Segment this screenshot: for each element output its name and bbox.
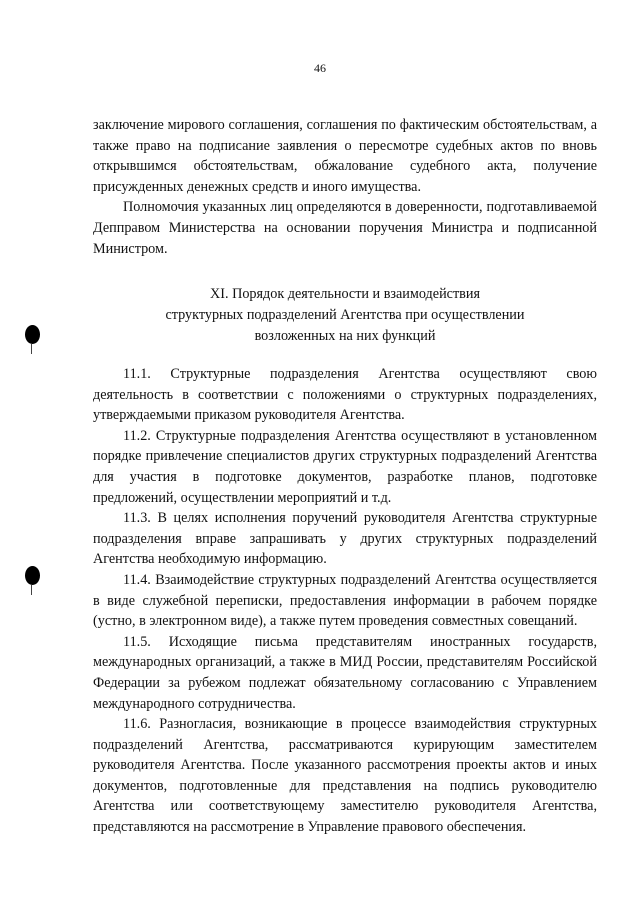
section-body [93, 364, 597, 838]
punch-hole [25, 325, 40, 344]
paragraph-11-5: 11.5. Исходящие письма представителям иностранных государств, международных организаций, а также в МИД России, представителям Российской Федерации за рубежом подлежат обязательному согласованию с Управлением международного сотрудничества. [93, 633, 597, 712]
heading-line: возложенных на них функций [254, 328, 436, 344]
paragraph: Полномочия указанных лиц определяются в доверенности, подготавливаемой Депправом Министерства на основании поручения Министра и подписанной Министром. [93, 199, 597, 257]
paragraph-11-6: 11.6. Разногласия, возникающие в процессе взаимодействия структурных подразделений Агентства, рассматриваются курирующим заместителем руководителя Агентства. После указанного рассмотрения проекты актов и иных документов, подготовленные для представления на подпись руководителю Агентства или соответствующему заместителю руководителя Агентства, представляются на рассмотрение в Управление правового обеспечения. [93, 716, 597, 836]
paragraph-11-1: 11.1. Структурные подразделения Агентства осуществляют свою деятельность в соответствии с положениями о структурных подразделениях, утверждаемыми приказом руководителя Агентства. [93, 366, 597, 424]
section-heading [93, 284, 597, 347]
paragraph-11-3: 11.3. В целях исполнения поручений руководителя Агентства структурные подразделения вправе запрашивать у других структурных подразделений Агентства необходимую информацию. [93, 510, 597, 568]
heading-line: XI. Порядок деятельности и взаимодействия [210, 286, 480, 302]
punch-hole [25, 566, 40, 585]
paragraph: заключение мирового соглашения, соглашения по фактическим обстоятельствам, а также право на подписание заявления о пересмотре судебных актов по вновь открывшимся обстоятельствам, обжалование судебного акта, получение присужденных денежных средств и иного имущества. [93, 117, 597, 195]
continuation-text [93, 115, 597, 259]
heading-line: структурных подразделений Агентства при осуществлении [165, 307, 525, 323]
paragraph-11-4: 11.4. Взаимодействие структурных подразделений Агентства осуществляется в виде служебной переписки, предоставления информации в рабочем порядке (устно, в электронном виде), а также путем проведения совместных совещаний. [93, 571, 597, 630]
page-number: 46 [314, 61, 326, 75]
punch-hole-mark [31, 344, 32, 354]
punch-hole-mark [31, 585, 32, 595]
paragraph-11-2: 11.2. Структурные подразделения Агентства осуществляют в установленном порядке привлечение специалистов других структурных подразделений Агентства для участия в подготовке документов, разработке планов, подготовке предложений, осуществлении мероприятий и т.д. [93, 427, 597, 506]
